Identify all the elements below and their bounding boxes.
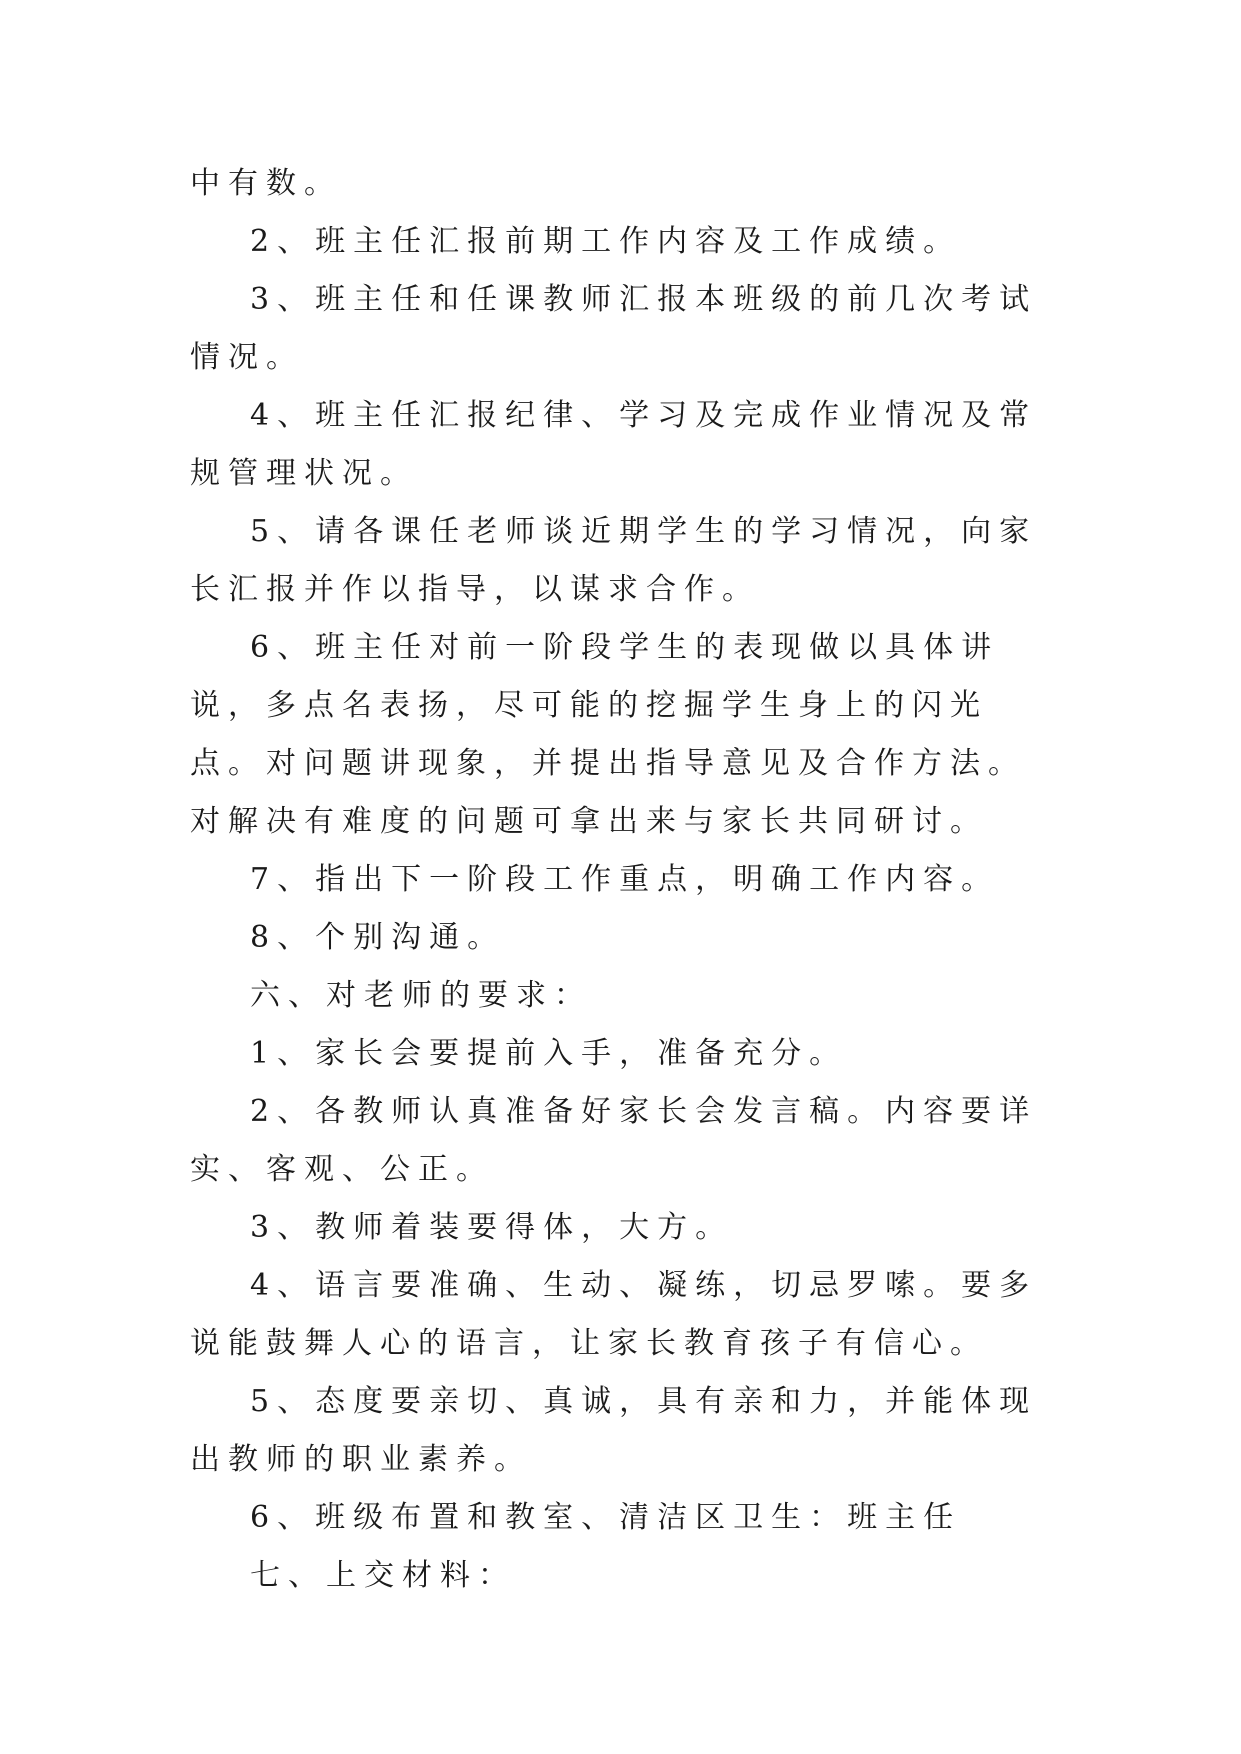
requirement-item-2: 2、各教师认真准备好家长会发言稿。内容要详实、客观、公正。 (190, 1094, 1038, 1187)
requirement-item-5: 5、态度要亲切、真诚，具有亲和力，并能体现出教师的职业素养。 (190, 1384, 1038, 1477)
requirement-item-6: 6、班级布置和教室、清洁区卫生：班主任 (250, 1500, 962, 1535)
section-heading-six: 六、对老师的要求： (250, 978, 592, 1013)
paragraph-item-5: 5、请各课任老师谈近期学生的学习情况，向家长汇报并作以指导，以谋求合作。 (190, 514, 1038, 607)
requirement-item-1: 1、家长会要提前入手，准备充分。 (250, 1036, 848, 1071)
paragraph-item-6: 6、班主任对前一阶段学生的表现做以具体讲说，多点名表扬，尽可能的挖掘学生身上的闪光点。对问题讲现象，并提出指导意见及合作方法。对解决有难度的问题可拿出来与家长共同研讨。 (190, 630, 1026, 839)
paragraph-item-2: 2、班主任汇报前期工作内容及工作成绩。 (250, 224, 962, 259)
paragraph-item-3: 3、班主任和任课教师汇报本班级的前几次考试情况。 (190, 282, 1038, 375)
document-body (190, 155, 1050, 1605)
requirement-item-4: 4、语言要准确、生动、凝练，切忌罗嗦。要多说能鼓舞人心的语言，让家长教育孩子有信心。 (190, 1268, 1038, 1361)
paragraph-item-8: 8、个别沟通。 (250, 920, 506, 955)
paragraph-item-4: 4、班主任汇报纪律、学习及完成作业情况及常规管理状况。 (190, 398, 1038, 491)
paragraph-item-7: 7、指出下一阶段工作重点，明确工作内容。 (250, 862, 1000, 897)
requirement-item-3: 3、教师着装要得体，大方。 (250, 1210, 734, 1245)
section-heading-seven: 七、上交材料： (250, 1558, 516, 1593)
paragraph-continuation: 中有数。 (190, 166, 342, 201)
